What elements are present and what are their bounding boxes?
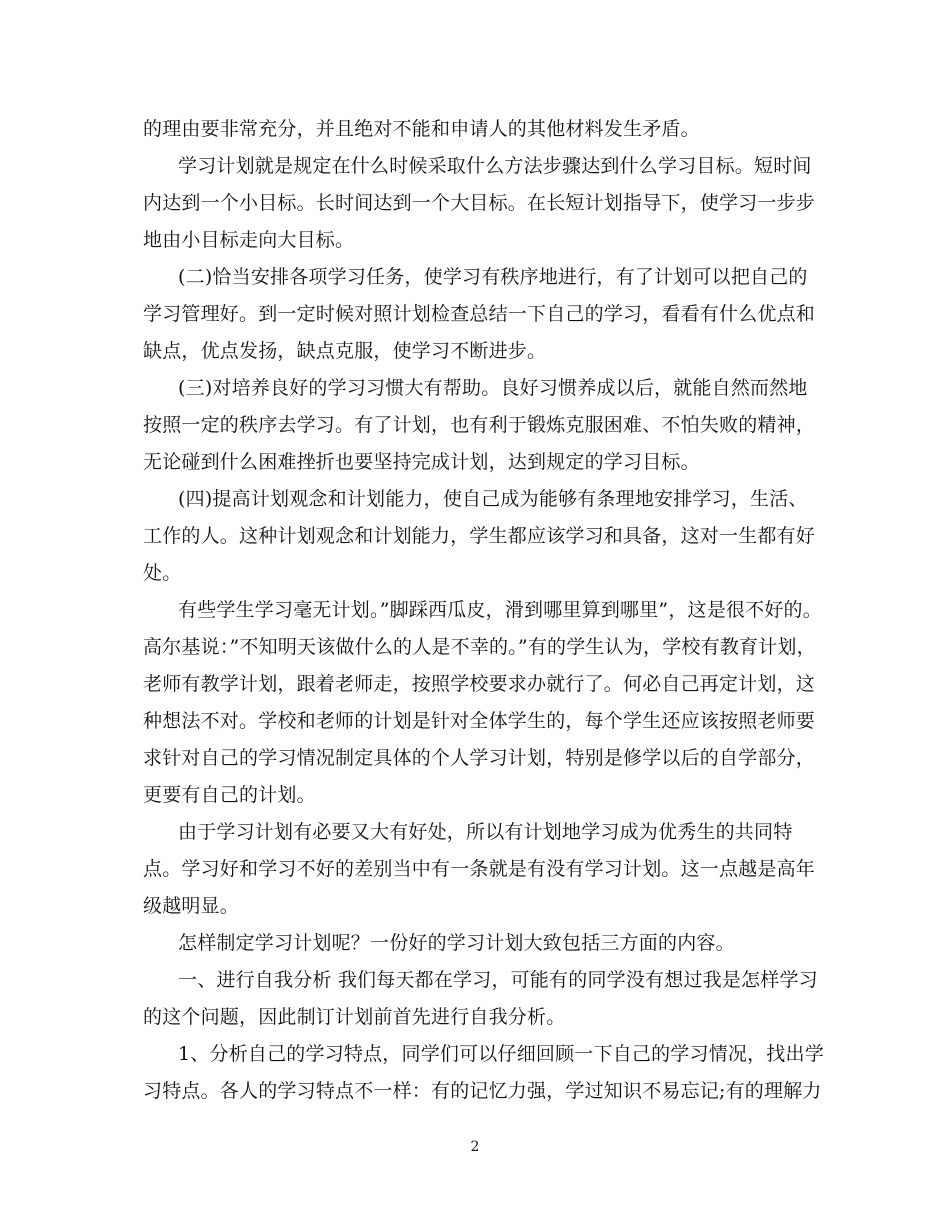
text-line: 按照一定的秩序去学习。有了计划，也有利于锻炼克服困难、不怕失败的精神， [143,414,816,436]
text-line: 的这个问题，因此制订计划前首先进行自我分析。 [143,1006,566,1028]
text-line: 种想法不对。学校和老师的计划是针对全体学生的，每个学生还应该按照老师要 [143,710,816,732]
text-line: 一、进行自我分析 我们每天都在学习，可能有的同学没有想过我是怎样学习 [178,969,818,991]
text-line: 的理由要非常充分，并且绝对不能和申请人的其他材料发生矛盾。 [143,118,700,140]
text-line: (三)对培养良好的学习习惯大有帮助。良好习惯养成以后，就能自然而然地 [178,377,808,399]
text-line: 地由小目标走向大目标。 [143,229,355,251]
text-line: 级越明显。 [143,895,240,917]
text-line: 内达到一个小目标。长时间达到一个大目标。在长短计划指导下，使学习一步步 [143,192,816,214]
text-line: 学习计划就是规定在什么时候采取什么方法步骤达到什么学习目标。短时间 [178,155,812,177]
text-line: 老师有教学计划，跟着老师走，按照学校要求办就行了。何必自己再定计划，这 [143,673,816,695]
text-line: 学习管理好。到一定时候对照计划检查总结一下自己的学习，看看有什么优点和 [143,303,816,325]
text-line: 更要有自己的计划。 [143,784,316,806]
text-line: 工作的人。这种计划观念和计划能力，学生都应该学习和具备，这对一生都有好 [143,525,816,547]
text-line: 有些学生学习毫无计划。”脚踩西瓜皮，滑到哪里算到哪里”，这是很不好的。 [178,599,822,621]
text-line: 点。学习好和学习不好的差别当中有一条就是有没有学习计划。这一点越是高年 [143,858,816,880]
text-line: 习特点。各人的学习特点不一样：有的记忆力强，学过知识不易忘记;有的理解力 [143,1080,822,1102]
text-line: 缺点，优点发扬，缺点克服，使学习不断进步。 [143,340,547,362]
text-line: (二)恰当安排各项学习任务，使学习有秩序地进行，有了计划可以把自己的 [178,266,808,288]
text-line: 高尔基说：”不知明天该做什么的人是不幸的。”有的学生认为，学校有教育计划， [143,636,816,658]
text-line: 由于学习计划有必要又大有好处，所以有计划地学习成为优秀生的共同特 [178,821,793,843]
text-line: 1、分析自己的学习特点，同学们可以仔细回顾一下自己的学习情况，找出学 [178,1043,824,1065]
page-number: 2 [470,1139,480,1155]
text-line: 求针对自己的学习情况制定具体的个人学习计划，特别是修学以后的自学部分， [143,747,816,769]
text-line: 怎样制定学习计划呢？一份好的学习计划大致包括三方面的内容。 [178,932,735,954]
text-line: 无论碰到什么困难挫折也要坚持完成计划，达到规定的学习目标。 [143,451,700,473]
text-line: 处。 [143,562,182,584]
text-line: (四)提高计划观念和计划能力，使自己成为能够有条理地安排学习，生活、 [178,488,808,510]
